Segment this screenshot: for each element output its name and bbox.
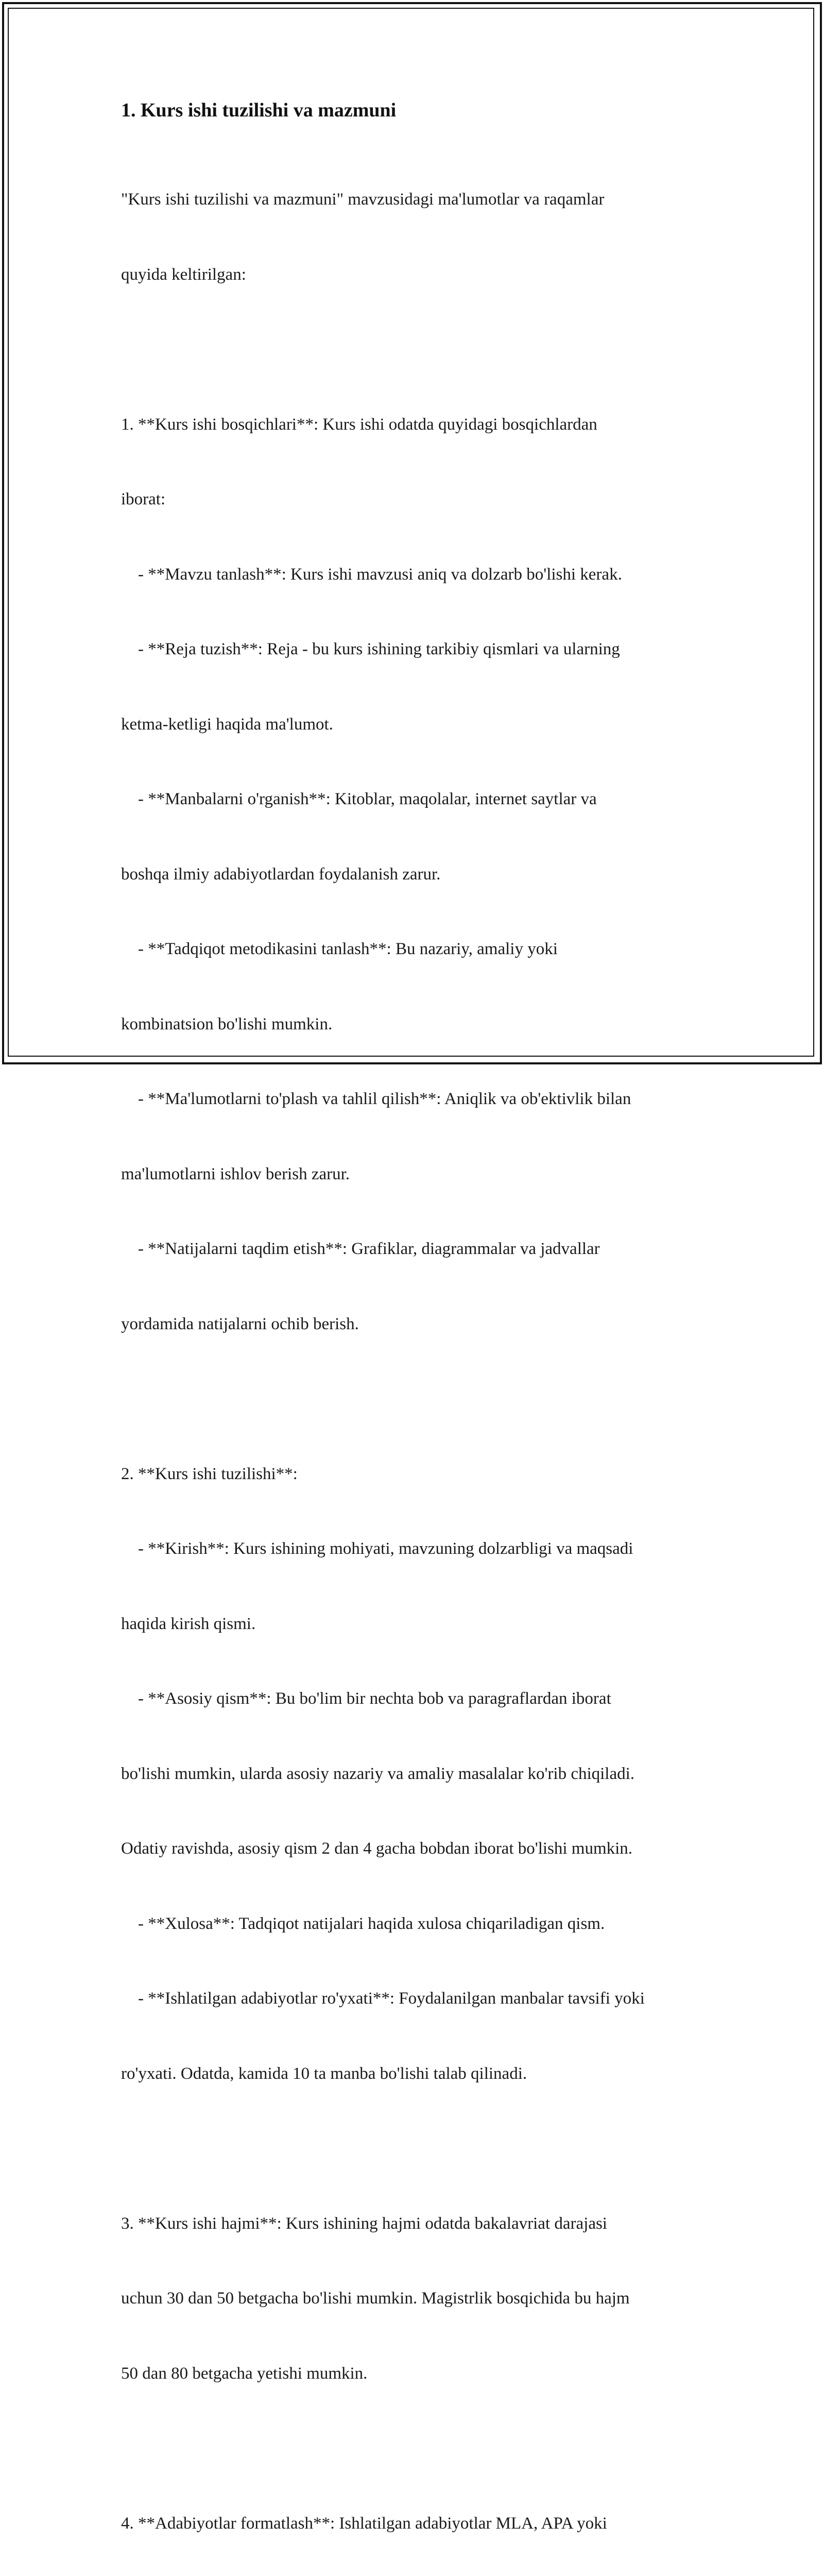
section-line: haqida kirish qismi.: [121, 1612, 708, 1637]
section-line: 1. **Kurs ishi bosqichlari**: Kurs ishi odatda quyidagi bosqichlardan: [121, 412, 708, 437]
intro-line: quyida keltirilgan:: [121, 262, 708, 287]
intro-line: "Kurs ishi tuzilishi va mazmuni" mavzusidagi ma'lumotlar va raqamlar: [121, 187, 708, 212]
section-line: kombinatsion bo'lishi mumkin.: [121, 1012, 708, 1037]
section-3: [121, 2161, 708, 2436]
section-line: - **Reja tuzish**: Reja - bu kurs ishining tarkibiy qismlari va ularning: [121, 637, 708, 662]
section-line: 4. **Adabiyotlar formatlash**: Ishlatilgan adabiyotlar MLA, APA yoki: [121, 2511, 708, 2536]
section-line: - **Mavzu tanlash**: Kurs ishi mavzusi aniq va dolzarb bo'lishi kerak.: [121, 562, 708, 587]
section-line: uchun 30 dan 50 betgacha bo'lishi mumkin. Magistrlik bosqichida bu hajm: [121, 2286, 708, 2311]
document-body: [121, 97, 708, 2576]
section-line: 50 dan 80 betgacha yetishi mumkin.: [121, 2361, 708, 2386]
section-line: - **Ishlatilgan adabiyotlar ro'yxati**: Foydalanilgan manbalar tavsifi yoki: [121, 1986, 708, 2011]
section-line: - **Kirish**: Kurs ishining mohiyati, mavzuning dolzarbligi va maqsadi: [121, 1536, 708, 1562]
spacer: [121, 2436, 708, 2461]
section-line: yordamida natijalarni ochib berish.: [121, 1312, 708, 1337]
spacer: [121, 2136, 708, 2161]
section-line: iborat:: [121, 487, 708, 512]
section-line: - **Ma'lumotlarni to'plash va tahlil qilish**: Aniqlik va ob'ektivlik bilan: [121, 1087, 708, 1112]
section-line: 3. **Kurs ishi hajmi**: Kurs ishining hajmi odatda bakalavriat darajasi: [121, 2211, 708, 2236]
section-line: - **Xulosa**: Tadqiqot natijalari haqida xulosa chiqariladigan qism.: [121, 1911, 708, 1937]
section-line: Odatiy ravishda, asosiy qism 2 dan 4 gacha bobdan iborat bo'lishi mumkin.: [121, 1836, 708, 1861]
section-line: boshqa ilmiy adabiyotlardan foydalanish zarur.: [121, 862, 708, 887]
section-line: - **Asosiy qism**: Bu bo'lim bir nechta bob va paragraflardan iborat: [121, 1686, 708, 1711]
section-line: - **Natijalarni taqdim etish**: Grafiklar, diagrammalar va jadvallar: [121, 1236, 708, 1262]
section-4: [121, 2461, 708, 2576]
section-line: ketma-ketligi haqida ma'lumot.: [121, 712, 708, 737]
section-line: ma'lumotlarni ishlov berish zarur.: [121, 1162, 708, 1187]
spacer: [121, 337, 708, 362]
section-line: ro'yxati. Odatda, kamida 10 ta manba bo'lishi talab qilinadi.: [121, 2061, 708, 2087]
section-1: [121, 362, 708, 1387]
section-line: 2. **Kurs ishi tuzilishi**:: [121, 1462, 708, 1487]
page-title: 1. Kurs ishi tuzilishi va mazmuni: [121, 97, 708, 124]
spacer: [121, 1386, 708, 1412]
section-line: bo'lishi mumkin, ularda asosiy nazariy va amaliy masalalar ko'rib chiqiladi.: [121, 1761, 708, 1787]
section-line: - **Tadqiqot metodikasini tanlash**: Bu nazariy, amaliy yoki: [121, 937, 708, 962]
section-line: - **Manbalarni o'rganish**: Kitoblar, maqolalar, internet saytlar va: [121, 787, 708, 812]
section-2: [121, 1412, 708, 2137]
intro-paragraph: [121, 137, 708, 337]
